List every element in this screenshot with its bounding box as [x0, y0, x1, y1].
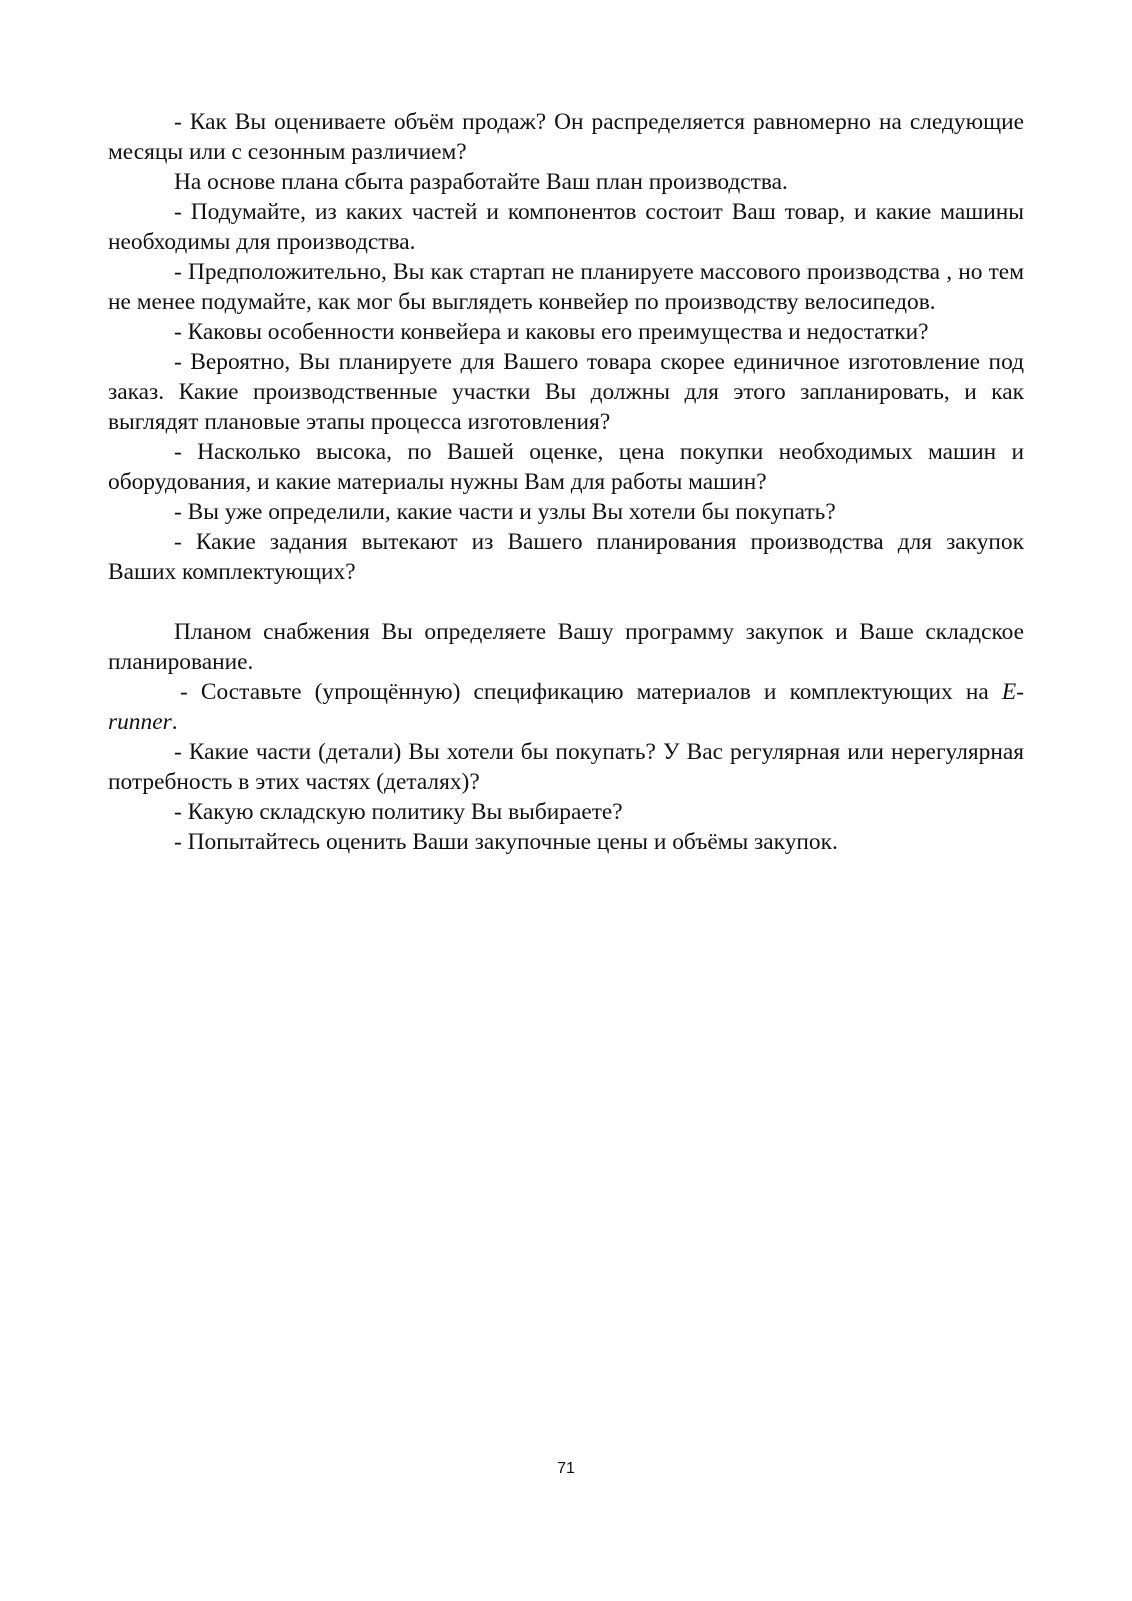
page-number: 71 — [557, 1460, 575, 1477]
paragraph-spacer — [108, 587, 1024, 617]
paragraph-parts-purchase: - Вы уже определили, какие части и узлы Вы хотели бы покупать? — [174, 499, 836, 525]
paragraph-parts-demand: - Какие части (детали) Вы хотели бы покупать? У Вас регулярная или нерегулярная потребность в этих частях (деталях)? — [108, 739, 1024, 795]
paragraph-mass-production: - Предположительно, Вы как стартап не планируете массового производства , но тем не менее подумайте, как мог бы выглядеть конвейер по производству велосипедов. — [108, 259, 1024, 315]
paragraph-conveyor: - Каковы особенности конвейера и каковы его преимущества и недостатки? — [174, 319, 929, 345]
paragraph-purchase-prices: - Попытайтесь оценить Ваши закупочные цены и объёмы закупок. — [174, 829, 838, 855]
paragraph-production-plan: На основе плана сбыта разработайте Ваш план производства. — [174, 169, 788, 195]
paragraph-warehouse-policy: - Какую складскую политику Вы выбираете? — [174, 799, 623, 825]
product-name: E-runner — [108, 679, 1024, 735]
paragraph-specification — [108, 677, 1024, 737]
body-text — [108, 107, 1024, 857]
specification-end: . — [171, 709, 178, 735]
paragraph-sales-volume: - Как Вы оцениваете объём продаж? Он распределяется равномерно на следующие месяцы или с сезонным различием? — [108, 109, 1024, 165]
paragraph-custom-production: - Вероятно, Вы планируете для Вашего товара скорее единичное изготовление под заказ. Какие производственные участки Вы должны для этого запланировать, и как выглядят плановые этапы процесса изготовления? — [108, 349, 1024, 435]
paragraph-procurement-tasks: - Какие задания вытекают из Вашего планирования производства для закупок Ваших комплектующих? — [108, 529, 1024, 585]
paragraph-supply-plan: Планом снабжения Вы определяете Вашу программу закупок и Ваше складское планирование. — [108, 619, 1024, 675]
specification-text: - Составьте (упрощённую) спецификацию материалов и комплектующих на — [180, 679, 1002, 705]
paragraph-machine-cost: - Насколько высока, по Вашей оценке, цена покупки необходимых машин и оборудования, и какие материалы нужны Вам для работы машин? — [108, 439, 1024, 495]
paragraph-components: - Подумайте, из каких частей и компонентов состоит Ваш товар, и какие машины необходимы для производства. — [108, 199, 1024, 255]
